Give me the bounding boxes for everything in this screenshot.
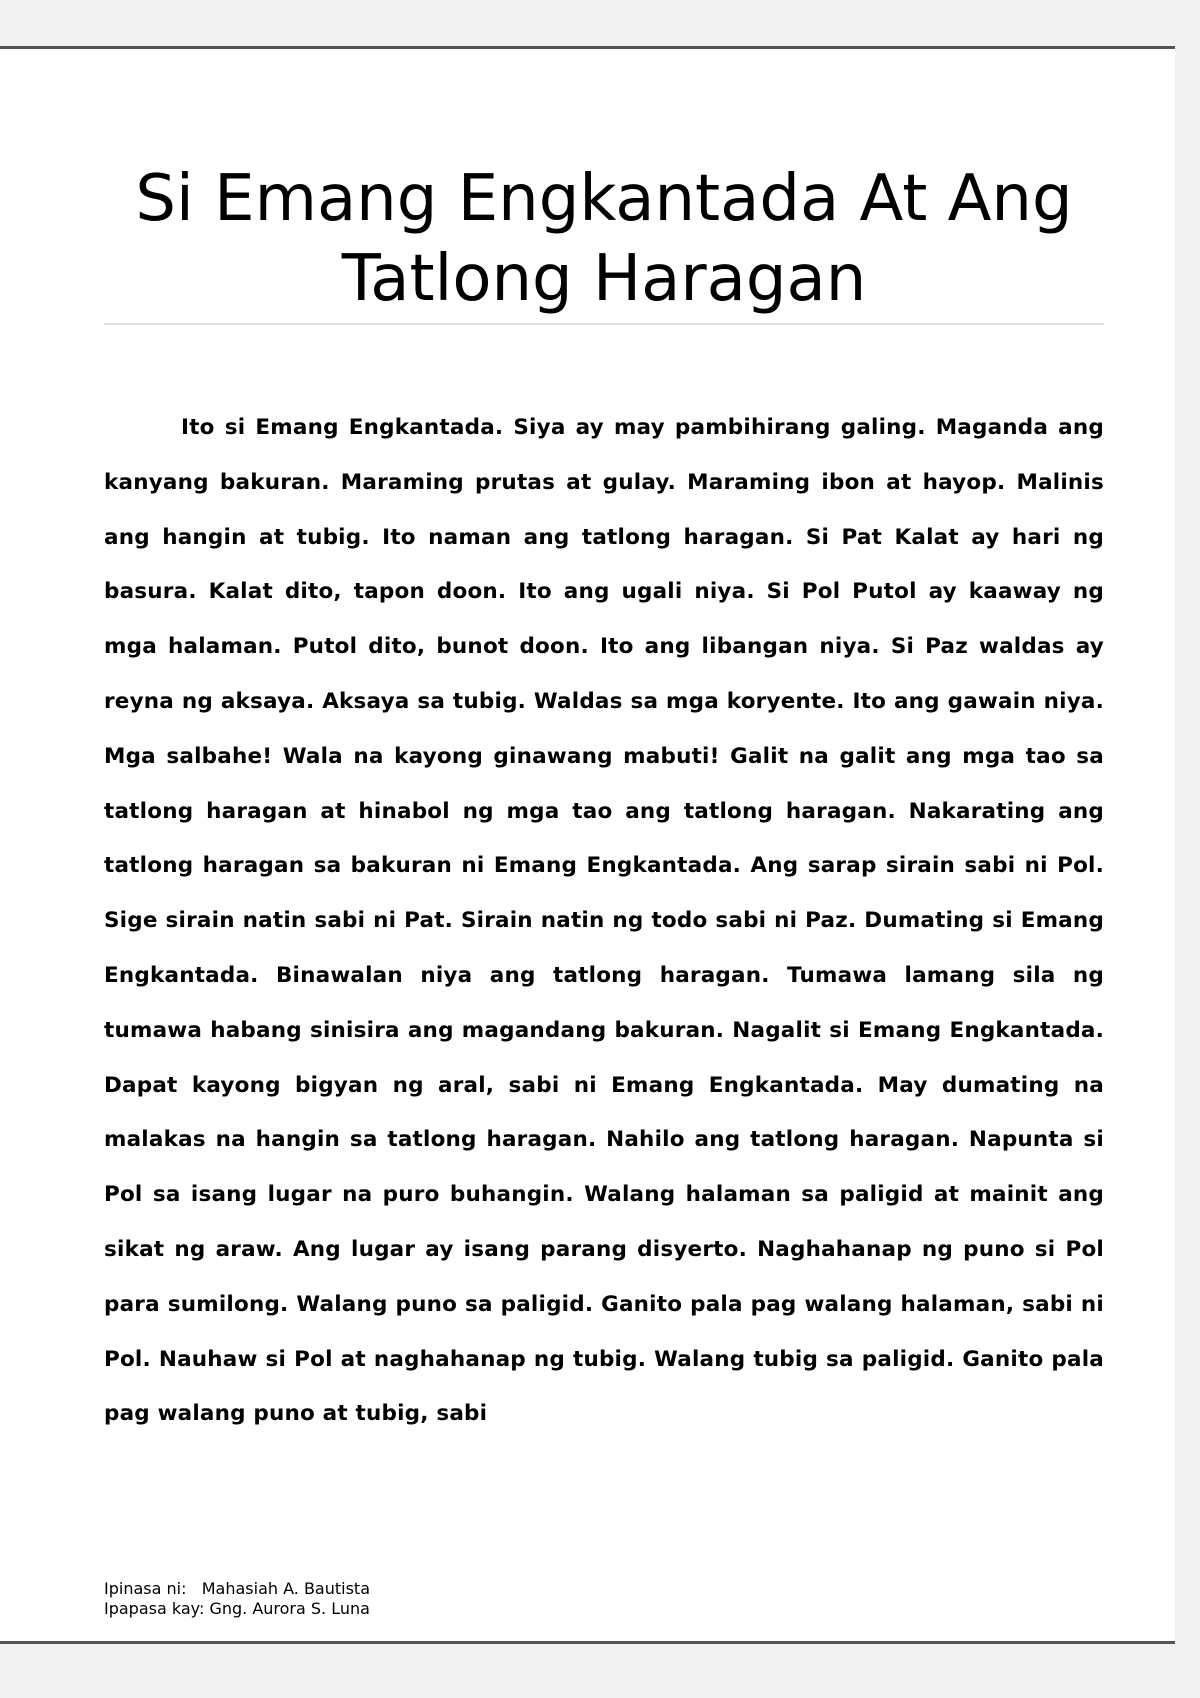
document-page [0, 46, 1175, 1644]
submitted-by-name: Mahasiah A. Bautista [201, 1579, 370, 1598]
submitted-to-line [104, 1599, 370, 1619]
submitted-by-label: Ipinasa ni: [104, 1579, 187, 1598]
submitted-by-line [104, 1579, 370, 1599]
story-body: Ito si Emang Engkantada. Siya ay may pambihirang galing. Maganda ang kanyang bakuran. Maraming prutas at gulay. Maraming ibon at hayop. Malinis ang hangin at tubig. Ito naman ang tatlong haragan. Si Pat Kalat ay hari ng basura. Kalat dito, tapon doon. Ito ang ugali niya. Si Pol Putol ay kaaway ng mga halaman. Putol dito, bunot doon. Ito ang libangan niya. Si Paz waldas ay reyna ng aksaya. Aksaya sa tubig. Waldas sa mga koryente. Ito ang gawain niya. Mga salbahe! Wala na kayong ginawang mabuti! Galit na galit ang mga tao sa tatlong haragan at hinabol ng mga tao ang tatlong haragan. Nakarating ang tatlong haragan sa bakuran ni Emang Engkantada. Ang sarap sirain sabi ni Pol. Sige sirain natin sabi ni Pat. Sirain natin ng todo sabi ni Paz. Dumating si Emang Engkantada. Binawalan niya ang tatlong haragan. Tumawa lamang sila ng tumawa habang sinisira ang magandang bakuran. Nagalit si Emang Engkantada. Dapat kayong bigyan ng aral, sabi ni Emang Engkantada. May dumating na malakas na hangin sa tatlong haragan. Nahilo ang tatlong haragan. Napunta si Pol sa isang lugar na puro buhangin. Walang halaman sa paligid at mainit ang sikat ng araw. Ang lugar ay isang parang disyerto. Naghahanap ng puno si Pol para sumilong. Walang puno sa paligid. Ganito pala pag walang halaman, sabi ni Pol. Nauhaw si Pol at naghahanap ng tubig. Walang tubig sa paligid. Ganito pala pag walang puno at tubig, sabi [104, 415, 1104, 1427]
submitted-to-label: Ipapasa kay: [104, 1599, 205, 1618]
submitted-to-name: Gng. Aurora S. Luna [209, 1599, 370, 1618]
title-divider [104, 323, 1104, 325]
viewer-margin [1175, 0, 1200, 1698]
document-title: Si Emang Engkantada At Ang Tatlong Haragan [135, 162, 1073, 316]
signature-block [104, 1579, 370, 1619]
